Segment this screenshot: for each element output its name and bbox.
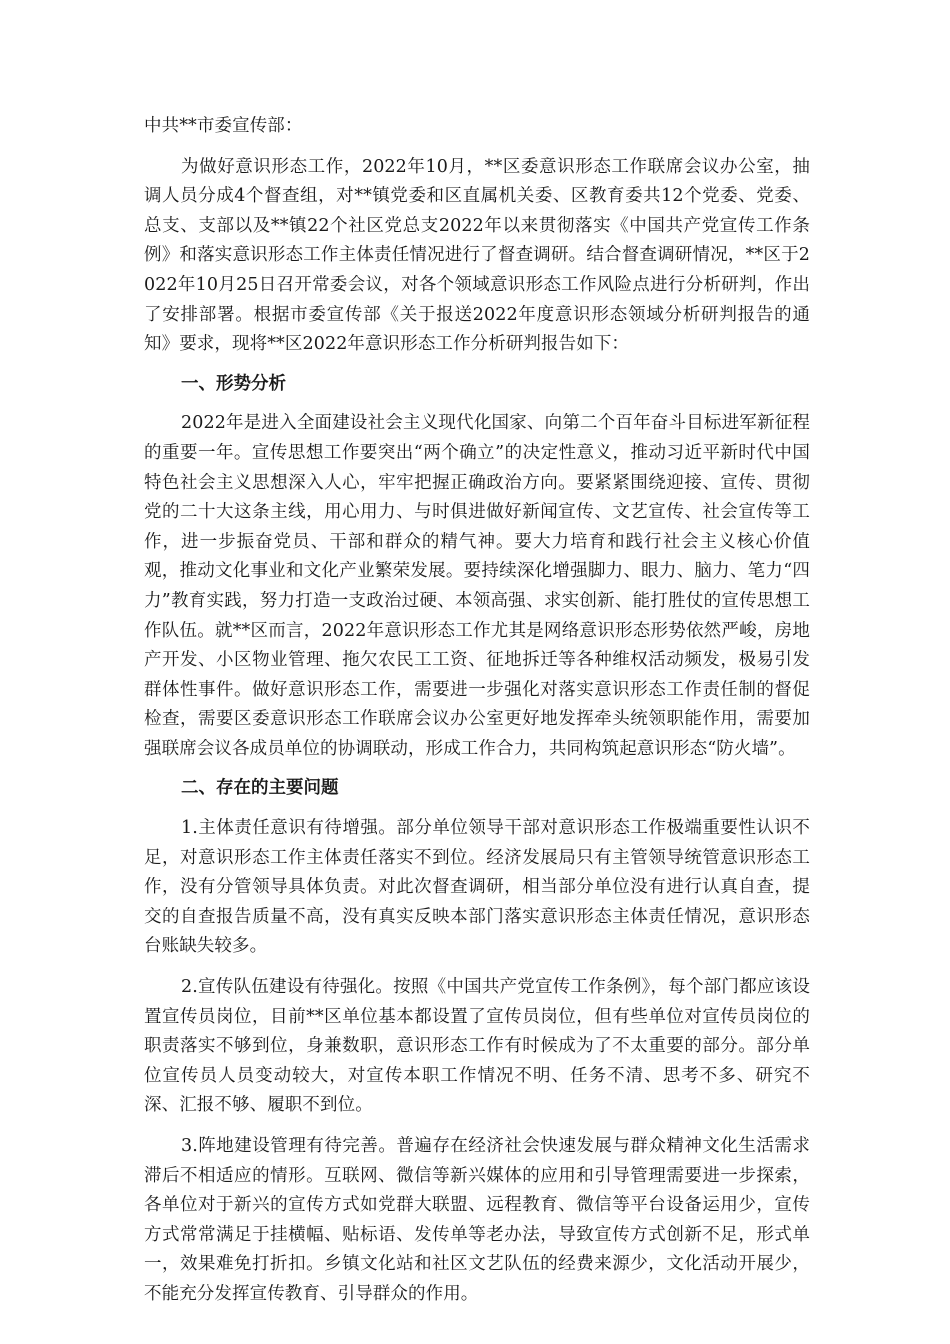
problem-item-2: 2.宣传队伍建设有待强化。按照《中国共产党宣传工作条例》，每个部门都应该设置宣传员岗位，目前**区单位基本都设置了宣传员岗位，但有些单位对宣传员岗位的职责落实不够到位，身兼数职，意识形态工作有时候成为了不太重要的部分。部分单位宣传员人员变动较大，对宣传本职工作情况不明、任务不清、思考不多、研究不深、汇报不够、履职不到位。	[144, 977, 810, 1116]
problem-item-1: 1.主体责任意识有待增强。部分单位领导干部对意识形态工作极端重要性认识不足，对意识形态工作主体责任落实不到位。经济发展局只有主管领导统管意识形态工作，没有分管领导具体负责。对此次督查调研，相当部分单位没有进行认真自查，提交的自查报告质量不高，没有真实反映本部门落实意识形态主体责任情况，意识形态台账缺失较多。	[144, 818, 810, 957]
situation-paragraph: 2022年是进入全面建设社会主义现代化国家、向第二个百年奋斗目标进军新征程的重要一年。宣传思想工作要突出“两个确立”的决定性意义，推动习近平新时代中国特色社会主义思想深入人心，牢牢把握正确政治方向。要紧紧围绕迎接、宣传、贯彻党的二十大这条主线，用心用力、与时俱进做好新闻宣传、文艺宣传、社会宣传等工作，进一步振奋党员、干部和群众的精气神。要大力培育和践行社会主义核心价值观，推动文化事业和文化产业繁荣发展。要持续深化增强脚力、眼力、脑力、笔力“四力”教育实践，努力打造一支政治过硬、本领高强、求实创新、能打胜仗的宣传思想工作队伍。就**区而言，2022年意识形态工作尤其是网络意识形态形势依然严峻，房地产开发、小区物业管理、拖欠农民工工资、征地拆迁等各种维权活动频发，极易引发群体性事件。做好意识形态工作，需要进一步强化对落实意识形态工作责任制的督促检查，需要区委意识形态工作联席会议办公室更好地发挥牵头统领职能作用，需要加强联席会议各成员单位的协调联动，形成工作合力，共同构筑起意识形态“防火墙”。	[144, 413, 810, 759]
section-heading-situation: 一、形势分析	[181, 373, 286, 394]
document-page	[144, 112, 810, 1310]
problem-item-3: 3.阵地建设管理有待完善。普遍存在经济社会快速发展与群众精神文化生活需求滞后不相适应的情形。互联网、微信等新兴媒体的应用和引导管理需要进一步探索，各单位对于新兴的宣传方式如党群大联盟、远程教育、微信等平台设备运用少，宣传方式常常满足于挂横幅、贴标语、发传单等老办法，导致宣传方式创新不足，形式单一，效果难免打折扣。乡镇文化站和社区文艺队伍的经费来源少，文化活动开展少，不能充分发挥宣传教育、引导群众的作用。	[144, 1136, 810, 1304]
salutation: 中共**市委宣传部：	[144, 116, 303, 136]
section-heading-problems: 二、存在的主要问题	[181, 778, 339, 799]
intro-paragraph: 为做好意识形态工作，2022年10月，**区委意识形态工作联席会议办公室，抽调人员分成4个督查组，对**镇党委和区直属机关委、区教育委共12个党委、党委、总支、支部以及**镇22个社区党总支2022年以来贯彻落实《中国共产党宣传工作条例》和落实意识形态工作主体责任情况进行了督查调研。结合督查调研情况，**区于2022年10月25日召开常委会议，对各个领域意识形态工作风险点进行分析研判，作出了安排部署。根据市委宣传部《关于报送2022年度意识形态领域分析研判报告的通知》要求，现将**区2022年意识形态工作分析研判报告如下：	[144, 156, 810, 355]
